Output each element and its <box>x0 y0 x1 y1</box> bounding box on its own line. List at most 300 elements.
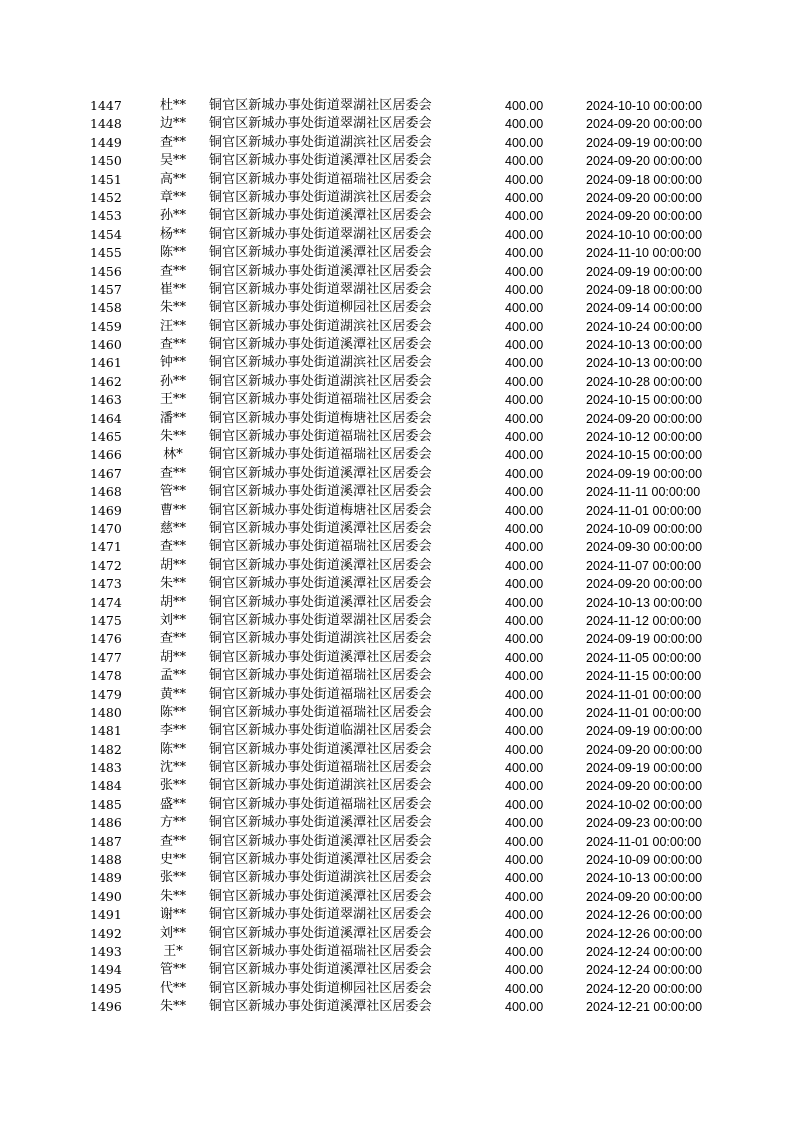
payment-date: 2024-12-26 00:00:00 <box>586 926 703 941</box>
amount: 400.00 <box>505 613 544 628</box>
table-row <box>0 244 793 262</box>
amount: 400.00 <box>505 227 544 242</box>
payment-date: 2024-09-14 00:00:00 <box>586 301 703 316</box>
community-committee: 铜官区新城办事处街道湖滨社区居委会 <box>209 189 432 205</box>
row-number: 1484 <box>90 778 122 794</box>
table-row <box>0 741 793 759</box>
recipient-name: 胡** <box>159 557 186 573</box>
table-row <box>0 391 793 409</box>
amount: 400.00 <box>505 301 544 316</box>
amount: 400.00 <box>505 117 544 132</box>
amount: 400.00 <box>505 926 544 941</box>
payment-date: 2024-09-19 00:00:00 <box>586 632 703 647</box>
recipient-name: 陈** <box>159 741 186 757</box>
community-committee: 铜官区新城办事处街道翠湖社区居委会 <box>209 116 432 132</box>
community-committee: 铜官区新城办事处街道福瑞社区居委会 <box>209 704 432 720</box>
recipient-name: 钟** <box>159 355 186 371</box>
payment-date: 2024-10-15 00:00:00 <box>586 448 703 463</box>
community-committee: 铜官区新城办事处街道翠湖社区居委会 <box>209 226 432 242</box>
row-number: 1488 <box>90 852 122 868</box>
table-row <box>0 851 793 869</box>
community-committee: 铜官区新城办事处街道柳园社区居委会 <box>209 980 432 996</box>
payment-date: 2024-10-13 00:00:00 <box>586 871 703 886</box>
payment-date: 2024-09-20 00:00:00 <box>586 190 703 205</box>
community-committee: 铜官区新城办事处街道福瑞社区居委会 <box>209 943 432 959</box>
community-committee: 铜官区新城办事处街道溪潭社区居委会 <box>209 833 432 849</box>
amount: 400.00 <box>505 779 544 794</box>
recipient-name: 吴** <box>159 153 186 169</box>
recipient-name: 朱** <box>159 300 186 316</box>
recipient-name: 查** <box>159 263 186 279</box>
row-number: 1463 <box>90 392 122 408</box>
row-number: 1460 <box>90 337 122 353</box>
community-committee: 铜官区新城办事处街道溪潭社区居委会 <box>209 153 432 169</box>
payment-date: 2024-09-20 00:00:00 <box>586 154 703 169</box>
table-row <box>0 686 793 704</box>
community-committee: 铜官区新城办事处街道福瑞社区居委会 <box>209 447 432 463</box>
payment-date: 2024-09-20 00:00:00 <box>586 577 703 592</box>
recipient-name: 方** <box>159 815 186 831</box>
row-number: 1482 <box>90 741 122 757</box>
community-committee: 铜官区新城办事处街道溪潭社区居委会 <box>209 245 432 261</box>
table-row <box>0 373 793 391</box>
row-number: 1472 <box>90 557 122 573</box>
table-row <box>0 704 793 722</box>
payment-date: 2024-11-15 00:00:00 <box>586 669 702 684</box>
recipient-name: 林* <box>163 447 183 463</box>
community-committee: 铜官区新城办事处街道湖滨社区居委会 <box>209 318 432 334</box>
recipient-name: 章** <box>159 189 186 205</box>
community-committee: 铜官区新城办事处街道福瑞社区居委会 <box>209 539 432 555</box>
row-number: 1470 <box>90 520 122 536</box>
table-row <box>0 281 793 299</box>
table-row <box>0 630 793 648</box>
table-row <box>0 869 793 887</box>
row-number: 1487 <box>90 833 122 849</box>
recipient-name: 黄** <box>159 686 186 702</box>
row-number: 1477 <box>90 649 122 665</box>
recipient-name: 谢** <box>159 907 186 923</box>
row-number: 1483 <box>90 760 122 776</box>
community-committee: 铜官区新城办事处街道溪潭社区居委会 <box>209 337 432 353</box>
amount: 400.00 <box>505 190 544 205</box>
payment-date: 2024-10-24 00:00:00 <box>586 319 703 334</box>
row-number: 1481 <box>90 723 122 739</box>
row-number: 1462 <box>90 373 122 389</box>
table-row <box>0 777 793 795</box>
payment-date: 2024-10-10 00:00:00 <box>586 99 703 113</box>
table-row <box>0 97 793 115</box>
payment-date: 2024-10-15 00:00:00 <box>586 393 703 408</box>
community-committee: 铜官区新城办事处街道湖滨社区居委会 <box>209 355 432 371</box>
amount: 400.00 <box>505 466 544 481</box>
table-row <box>0 299 793 317</box>
recipient-name: 查** <box>159 833 186 849</box>
recipient-name: 刘** <box>159 612 186 628</box>
community-committee: 铜官区新城办事处街道翠湖社区居委会 <box>209 98 432 113</box>
recipient-name: 孟** <box>159 668 186 684</box>
recipient-name: 崔** <box>159 281 186 297</box>
payment-date: 2024-12-24 00:00:00 <box>586 963 703 978</box>
row-number: 1490 <box>90 888 122 904</box>
amount: 400.00 <box>505 944 544 959</box>
table-row <box>0 354 793 372</box>
amount: 400.00 <box>505 135 544 150</box>
table-row <box>0 888 793 906</box>
recipient-name: 孙** <box>159 373 186 389</box>
recipient-name: 查** <box>159 337 186 353</box>
community-committee: 铜官区新城办事处街道福瑞社区居委会 <box>209 392 432 408</box>
payment-date: 2024-10-13 00:00:00 <box>586 338 703 353</box>
community-committee: 铜官区新城办事处街道溪潭社区居委会 <box>209 484 432 500</box>
table-row <box>0 520 793 538</box>
table-row <box>0 428 793 446</box>
table-row <box>0 502 793 520</box>
row-number: 1461 <box>90 355 122 371</box>
recipient-name: 慈** <box>159 520 186 536</box>
row-number: 1465 <box>90 429 122 445</box>
row-number: 1464 <box>90 410 122 426</box>
payment-date: 2024-11-01 00:00:00 <box>586 503 702 518</box>
recipient-name: 边** <box>159 116 186 132</box>
row-number: 1452 <box>90 189 122 205</box>
community-committee: 铜官区新城办事处街道溪潭社区居委会 <box>209 925 432 941</box>
row-number: 1478 <box>90 668 122 684</box>
table-row <box>0 925 793 943</box>
row-number: 1479 <box>90 686 122 702</box>
payment-date: 2024-12-21 00:00:00 <box>586 1000 703 1015</box>
row-number: 1448 <box>90 116 122 132</box>
payment-date: 2024-09-20 00:00:00 <box>586 889 703 904</box>
community-committee: 铜官区新城办事处街道湖滨社区居委会 <box>209 870 432 886</box>
table-row <box>0 538 793 556</box>
recipient-name: 王** <box>159 392 186 408</box>
payment-date: 2024-10-13 00:00:00 <box>586 356 703 371</box>
recipient-name: 陈** <box>159 245 186 261</box>
payment-date: 2024-09-19 00:00:00 <box>586 466 703 481</box>
community-committee: 铜官区新城办事处街道梅塘社区居委会 <box>209 410 432 426</box>
recipient-name: 查** <box>159 631 186 647</box>
row-number: 1471 <box>90 539 122 555</box>
recipient-name: 张** <box>159 870 186 886</box>
recipient-name: 管** <box>159 484 186 500</box>
amount: 400.00 <box>505 430 544 445</box>
payment-date: 2024-09-20 00:00:00 <box>586 779 703 794</box>
recipient-name: 管** <box>159 962 186 978</box>
amount: 400.00 <box>505 687 544 702</box>
amount: 400.00 <box>505 705 544 720</box>
amount: 400.00 <box>505 761 544 776</box>
amount: 400.00 <box>505 669 544 684</box>
amount: 400.00 <box>505 521 544 536</box>
table-row <box>0 557 793 575</box>
row-number: 1457 <box>90 281 122 297</box>
payment-date: 2024-11-01 00:00:00 <box>586 705 702 720</box>
amount: 400.00 <box>505 485 544 500</box>
community-committee: 铜官区新城办事处街道湖滨社区居委会 <box>209 373 432 389</box>
community-committee: 铜官区新城办事处街道柳园社区居委会 <box>209 300 432 316</box>
table-row <box>0 649 793 667</box>
row-number: 1473 <box>90 576 122 592</box>
amount: 400.00 <box>505 172 544 187</box>
payment-date: 2024-10-02 00:00:00 <box>586 797 703 812</box>
community-committee: 铜官区新城办事处街道福瑞社区居委会 <box>209 429 432 445</box>
amount: 400.00 <box>505 834 544 849</box>
payment-date: 2024-10-09 00:00:00 <box>586 521 703 536</box>
row-number: 1454 <box>90 226 122 242</box>
row-number: 1475 <box>90 612 122 628</box>
recipient-name: 刘** <box>159 925 186 941</box>
community-committee: 铜官区新城办事处街道福瑞社区居委会 <box>209 760 432 776</box>
payment-date: 2024-09-19 00:00:00 <box>586 724 703 739</box>
amount: 400.00 <box>505 558 544 573</box>
recipient-name: 胡** <box>159 594 186 610</box>
community-committee: 铜官区新城办事处街道溪潭社区居委会 <box>209 649 432 665</box>
community-committee: 铜官区新城办事处街道临湖社区居委会 <box>209 723 432 739</box>
table-row <box>0 998 793 1016</box>
community-committee: 铜官区新城办事处街道溪潭社区居委会 <box>209 741 432 757</box>
community-committee: 铜官区新城办事处街道湖滨社区居委会 <box>209 778 432 794</box>
table-row <box>0 796 793 814</box>
table-row <box>0 906 793 924</box>
row-number: 1492 <box>90 925 122 941</box>
recipient-name: 杨** <box>159 226 186 242</box>
recipient-name: 朱** <box>159 888 186 904</box>
row-number: 1466 <box>90 447 122 463</box>
amount: 400.00 <box>505 154 544 169</box>
amount: 400.00 <box>505 577 544 592</box>
recipient-name: 代** <box>159 980 186 996</box>
amount: 400.00 <box>505 99 544 113</box>
amount: 400.00 <box>505 374 544 389</box>
amount: 400.00 <box>505 540 544 555</box>
row-number: 1455 <box>90 245 122 261</box>
table-row <box>0 961 793 979</box>
community-committee: 铜官区新城办事处街道溪潭社区居委会 <box>209 263 432 279</box>
amount: 400.00 <box>505 632 544 647</box>
payment-date: 2024-11-12 00:00:00 <box>586 613 702 628</box>
recipient-name: 查** <box>159 134 186 150</box>
payment-date: 2024-10-10 00:00:00 <box>586 227 703 242</box>
row-number: 1468 <box>90 484 122 500</box>
payment-date: 2024-09-18 00:00:00 <box>586 172 703 187</box>
payment-date: 2024-11-10 00:00:00 <box>586 246 702 261</box>
payment-date: 2024-09-19 00:00:00 <box>586 264 703 279</box>
payment-date: 2024-09-20 00:00:00 <box>586 411 703 426</box>
community-committee: 铜官区新城办事处街道溪潭社区居委会 <box>209 999 432 1015</box>
table-row <box>0 207 793 225</box>
community-committee: 铜官区新城办事处街道翠湖社区居委会 <box>209 281 432 297</box>
recipient-name: 陈** <box>159 704 186 720</box>
recipient-name: 史** <box>159 852 186 868</box>
payment-date: 2024-09-20 00:00:00 <box>586 742 703 757</box>
table-row <box>0 575 793 593</box>
amount: 400.00 <box>505 356 544 371</box>
amount: 400.00 <box>505 319 544 334</box>
amount: 400.00 <box>505 595 544 610</box>
table-row <box>0 759 793 777</box>
row-number: 1451 <box>90 171 122 187</box>
recipient-name: 李** <box>159 723 186 739</box>
amount: 400.00 <box>505 503 544 518</box>
payment-date: 2024-10-09 00:00:00 <box>586 853 703 868</box>
payment-date: 2024-09-20 00:00:00 <box>586 209 703 224</box>
table-row <box>0 594 793 612</box>
community-committee: 铜官区新城办事处街道溪潭社区居委会 <box>209 888 432 904</box>
community-committee: 铜官区新城办事处街道溪潭社区居委会 <box>209 815 432 831</box>
payment-date: 2024-10-28 00:00:00 <box>586 374 703 389</box>
row-number: 1491 <box>90 907 122 923</box>
amount: 400.00 <box>505 742 544 757</box>
payment-date: 2024-12-26 00:00:00 <box>586 908 703 923</box>
recipient-name: 查** <box>159 539 186 555</box>
table-row <box>0 943 793 961</box>
table-row <box>0 980 793 998</box>
row-number: 1450 <box>90 153 122 169</box>
table-row <box>0 189 793 207</box>
amount: 400.00 <box>505 338 544 353</box>
recipient-name: 杜** <box>159 98 186 113</box>
payment-date: 2024-10-13 00:00:00 <box>586 595 703 610</box>
recipient-name: 张** <box>159 778 186 794</box>
recipient-name: 查** <box>159 465 186 481</box>
recipient-name: 潘** <box>159 410 186 426</box>
row-number: 1489 <box>90 870 122 886</box>
amount: 400.00 <box>505 1000 544 1015</box>
row-number: 1494 <box>90 962 122 978</box>
table-row <box>0 483 793 501</box>
community-committee: 铜官区新城办事处街道翠湖社区居委会 <box>209 907 432 923</box>
amount: 400.00 <box>505 246 544 261</box>
payment-date: 2024-11-01 00:00:00 <box>586 687 702 702</box>
payment-date: 2024-12-20 00:00:00 <box>586 981 703 996</box>
recipient-name: 朱** <box>159 576 186 592</box>
row-number: 1486 <box>90 815 122 831</box>
community-committee: 铜官区新城办事处街道梅塘社区居委会 <box>209 502 432 518</box>
amount: 400.00 <box>505 264 544 279</box>
recipient-name: 高** <box>159 171 186 187</box>
table-row <box>0 814 793 832</box>
amount: 400.00 <box>505 411 544 426</box>
recipient-name: 沈** <box>159 760 186 776</box>
amount: 400.00 <box>505 816 544 831</box>
amount: 400.00 <box>505 963 544 978</box>
table-row <box>0 410 793 428</box>
payment-date: 2024-11-11 00:00:00 <box>586 485 701 500</box>
amount: 400.00 <box>505 871 544 886</box>
payment-date: 2024-11-01 00:00:00 <box>586 834 702 849</box>
payment-date: 2024-11-05 00:00:00 <box>586 650 702 665</box>
table-row <box>0 318 793 336</box>
table-row <box>0 722 793 740</box>
amount: 400.00 <box>505 282 544 297</box>
community-committee: 铜官区新城办事处街道溪潭社区居委会 <box>209 557 432 573</box>
table-row <box>0 446 793 464</box>
row-number: 1493 <box>90 943 122 959</box>
payment-date: 2024-09-23 00:00:00 <box>586 816 703 831</box>
recipient-name: 孙** <box>159 208 186 224</box>
row-number: 1459 <box>90 318 122 334</box>
amount: 400.00 <box>505 981 544 996</box>
row-number: 1453 <box>90 208 122 224</box>
payment-date: 2024-12-24 00:00:00 <box>586 944 703 959</box>
community-committee: 铜官区新城办事处街道溪潭社区居委会 <box>209 852 432 868</box>
row-number: 1496 <box>90 999 122 1015</box>
table-row <box>0 667 793 685</box>
community-committee: 铜官区新城办事处街道溪潭社区居委会 <box>209 208 432 224</box>
row-number: 1476 <box>90 631 122 647</box>
row-number: 1469 <box>90 502 122 518</box>
row-number: 1467 <box>90 465 122 481</box>
table-row <box>0 612 793 630</box>
amount: 400.00 <box>505 448 544 463</box>
recipient-name: 朱** <box>159 999 186 1015</box>
amount: 400.00 <box>505 650 544 665</box>
record-table <box>0 97 793 1017</box>
community-committee: 铜官区新城办事处街道溪潭社区居委会 <box>209 465 432 481</box>
recipient-name: 朱** <box>159 429 186 445</box>
community-committee: 铜官区新城办事处街道溪潭社区居委会 <box>209 520 432 536</box>
community-committee: 铜官区新城办事处街道福瑞社区居委会 <box>209 796 432 812</box>
recipient-name: 曹** <box>159 502 186 518</box>
table-row <box>0 152 793 170</box>
row-number: 1458 <box>90 300 122 316</box>
amount: 400.00 <box>505 393 544 408</box>
table-row <box>0 171 793 189</box>
table-row <box>0 465 793 483</box>
table-row <box>0 226 793 244</box>
amount: 400.00 <box>505 209 544 224</box>
community-committee: 铜官区新城办事处街道溪潭社区居委会 <box>209 962 432 978</box>
row-number: 1456 <box>90 263 122 279</box>
row-number: 1449 <box>90 134 122 150</box>
recipient-name: 盛** <box>159 796 186 812</box>
payment-date: 2024-09-30 00:00:00 <box>586 540 703 555</box>
row-number: 1474 <box>90 594 122 610</box>
community-committee: 铜官区新城办事处街道湖滨社区居委会 <box>209 631 432 647</box>
payment-date: 2024-10-12 00:00:00 <box>586 430 703 445</box>
community-committee: 铜官区新城办事处街道福瑞社区居委会 <box>209 171 432 187</box>
payment-date: 2024-11-07 00:00:00 <box>586 558 702 573</box>
table-row <box>0 833 793 851</box>
community-committee: 铜官区新城办事处街道福瑞社区居委会 <box>209 668 432 684</box>
table-row <box>0 115 793 133</box>
row-number: 1480 <box>90 704 122 720</box>
amount: 400.00 <box>505 724 544 739</box>
payment-date: 2024-09-18 00:00:00 <box>586 282 703 297</box>
community-committee: 铜官区新城办事处街道溪潭社区居委会 <box>209 576 432 592</box>
payment-date: 2024-09-19 00:00:00 <box>586 761 703 776</box>
table-row <box>0 134 793 152</box>
recipient-name: 汪** <box>159 318 186 334</box>
community-committee: 铜官区新城办事处街道翠湖社区居委会 <box>209 612 432 628</box>
payment-date: 2024-09-20 00:00:00 <box>586 117 703 132</box>
amount: 400.00 <box>505 889 544 904</box>
community-committee: 铜官区新城办事处街道湖滨社区居委会 <box>209 134 432 150</box>
recipient-name: 王* <box>163 943 183 959</box>
community-committee: 铜官区新城办事处街道福瑞社区居委会 <box>209 686 432 702</box>
row-number: 1447 <box>90 98 122 113</box>
community-committee: 铜官区新城办事处街道溪潭社区居委会 <box>209 594 432 610</box>
table-row <box>0 336 793 354</box>
recipient-name: 胡** <box>159 649 186 665</box>
table-row <box>0 263 793 281</box>
payment-date: 2024-09-19 00:00:00 <box>586 135 703 150</box>
amount: 400.00 <box>505 908 544 923</box>
row-number: 1485 <box>90 796 122 812</box>
amount: 400.00 <box>505 853 544 868</box>
amount: 400.00 <box>505 797 544 812</box>
